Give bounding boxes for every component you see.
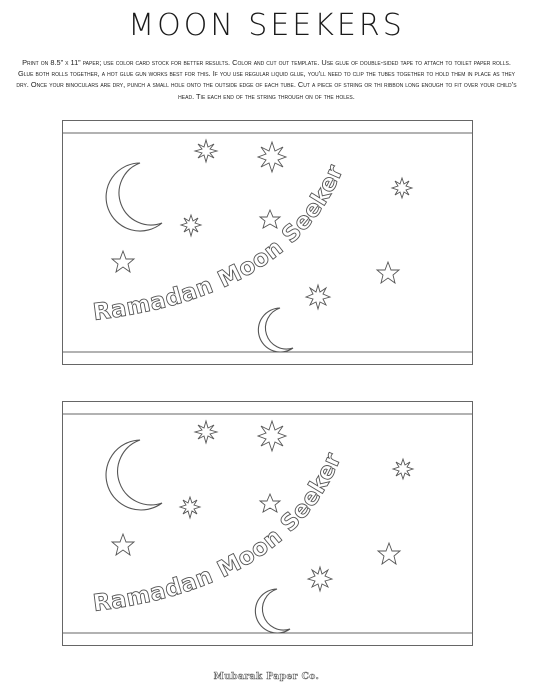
binocular-template-2 (62, 401, 473, 646)
sparkle-star-icon (393, 459, 413, 479)
sparkle-star-icon (195, 140, 217, 162)
crescent-moon-icon (258, 308, 293, 352)
sparkle-star-icon (258, 421, 286, 451)
star-icon (260, 494, 280, 512)
banner-text: Ramadan Moon Seeker (91, 161, 349, 326)
star-icon (260, 210, 280, 228)
svg-text:Ramadan Moon Seeker (92, 161, 349, 326)
template-artwork-2 (62, 401, 473, 646)
sparkle-star-icon (195, 421, 217, 443)
sparkle-star-icon (308, 567, 332, 591)
star-icon (112, 534, 134, 555)
star-icon (112, 251, 134, 272)
sparkle-star-icon (258, 142, 286, 172)
crescent-moon-icon (106, 163, 162, 231)
sparkle-star-icon (180, 497, 200, 518)
sparkle-star-icon (306, 285, 330, 309)
svg-text:Ramadan Moon Seeker (92, 449, 347, 617)
star-icon (377, 262, 399, 283)
crescent-moon-icon (106, 440, 162, 510)
footer-brand: Mubarak Paper Co. (213, 672, 320, 682)
crescent-moon-icon (255, 589, 290, 633)
sparkle-star-icon (181, 215, 201, 236)
star-icon (378, 543, 400, 564)
instructions-paragraph: Print on 8.5” x 11” paper; use color card stock for better results. Color and cut out template. Use glue of double-sided tape to attach to toilet paper rolls. Glue both rolls together, a hot glue gun works best for this. If you use regular liquid glue, you’ll need to clip the tubes together to hold them in place as they dry. Once your binoculars are dry, punch a small hole onto the outside edge of each tube. Cut a piece of string or thi ribbon long enough to fit over your child’s head. Tie each end of the string through on of the holes. (16, 58, 517, 101)
sparkle-star-icon (392, 178, 412, 198)
page-title: MOON SEEKERS (128, 8, 405, 43)
template-artwork-1 (62, 120, 473, 365)
banner-text: Ramadan Moon Seeker (91, 448, 347, 618)
binocular-template-1 (62, 120, 473, 365)
